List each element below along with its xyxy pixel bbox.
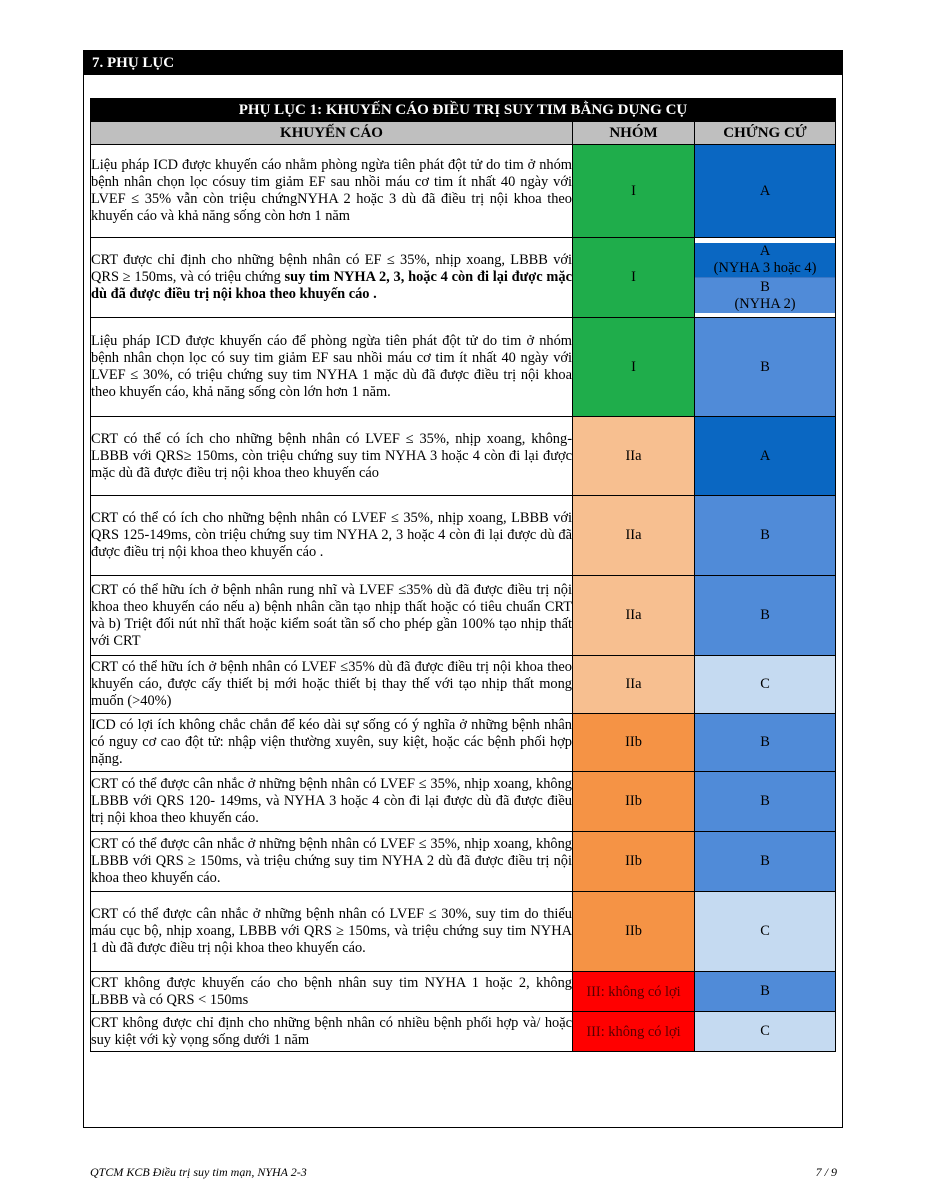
group-cell: IIb	[573, 772, 695, 832]
recommendation-text: CRT có thể được cân nhắc ở những bệnh nhân có LVEF ≤ 35%, nhịp xoang, không LBBB với QRS ≥ 150ms, và triệu chứng suy tim NYHA 2 dù đã được điều trị nội khoa theo khuyến cáo.	[91, 832, 573, 892]
group-cell: IIb	[573, 832, 695, 892]
evidence-b-block	[695, 277, 835, 313]
table-title: PHỤ LỤC 1: KHUYẾN CÁO ĐIỀU TRỊ SUY TIM BẰNG DỤNG CỤ	[91, 99, 836, 122]
evidence-cell: B	[695, 318, 836, 417]
table-row	[91, 972, 836, 1012]
group-cell: IIa	[573, 417, 695, 496]
group-cell: IIa	[573, 656, 695, 714]
evidence-a-value: A	[759, 242, 771, 259]
evidence-a-block	[695, 243, 835, 277]
table-row	[91, 318, 836, 417]
column-header-group: NHÓM	[573, 122, 695, 145]
recommendation-text: CRT có thể có ích cho những bệnh nhân có LVEF ≤ 35%, nhịp xoang, không- LBBB với QRS≥ 150ms, còn triệu chứng suy tim NYHA 3 hoặc 4 còn đi lại được mặc dù đã được điều trị nội khoa theo khuyến cáo	[91, 417, 573, 496]
evidence-a-note: (NYHA 3 hoặc 4)	[713, 259, 817, 276]
table-row	[91, 145, 836, 238]
evidence-cell: B	[695, 496, 836, 576]
recommendation-text: CRT có thể hữu ích ở bệnh nhân có LVEF ≤35% dù đã được điều trị nội khoa theo khuyến cáo, được cấy thiết bị mới hoặc thiết bị thay thế với tạo nhịp thất mong muốn (>40%)	[91, 656, 573, 714]
page-frame	[83, 50, 843, 1128]
recommendation-text: CRT có thể hữu ích ở bệnh nhân rung nhĩ và LVEF ≤35% dù đã được điều trị nội khoa theo khuyến cáo nếu a) bệnh nhân cần tạo nhịp thất hoặc có tiêu chuẩn CRT và b) Triệt đối nút nhĩ thất hoặc kiểm soát tần số cho phép gần 100% tạo nhịp thất với CRT	[91, 576, 573, 656]
evidence-b-value: B	[760, 278, 770, 295]
footer-page-number: 7 / 9	[815, 1165, 837, 1179]
section-title: 7. PHỤ LỤC	[84, 51, 842, 75]
table-row	[91, 892, 836, 972]
recommendation-text	[91, 238, 573, 318]
recommendations-table	[90, 98, 836, 1052]
group-cell: III: không có lợi	[573, 972, 695, 1012]
recommendation-text-plain: CRT được chỉ định cho những bệnh nhân có EF ≤ 35%, nhịp xoang, LBBB với QRS ≥ 150ms, và có triệu chứng	[91, 252, 572, 285]
evidence-cell: A	[695, 417, 836, 496]
table-row	[91, 656, 836, 714]
evidence-b-note: (NYHA 2)	[734, 295, 796, 312]
recommendation-text: CRT không được khuyến cáo cho bệnh nhân suy tim NYHA 1 hoặc 2, không LBBB và có QRS < 150ms	[91, 972, 573, 1012]
footer-document-title: QTCM KCB Điều trị suy tim mạn, NYHA 2-3	[90, 1165, 307, 1179]
recommendation-text: Liệu pháp ICD được khuyến cáo để phòng ngừa tiên phát đột tử do tim ở nhóm bệnh nhân chọn lọc có suy tim giảm EF sau nhồi máu cơ tim ít nhất 40 ngày với LVEF ≤ 30%, có triệu chứng suy tim NYHA 1 mặc dù đã được điều trị nội khoa theo khuyến cáo, khả năng sống còn lớn hơn 1 năm.	[91, 318, 573, 417]
evidence-cell: C	[695, 1012, 836, 1052]
column-header-evidence: CHỨNG CỨ	[695, 122, 836, 145]
evidence-cell: A	[695, 145, 836, 238]
table-row	[91, 238, 836, 318]
recommendation-text: CRT có thể được cân nhắc ở những bệnh nhân có LVEF ≤ 35%, nhịp xoang, không LBBB với QRS 120- 149ms, và NYHA 3 hoặc 4 còn đi lại được dù đã được điều trị nội khoa theo khuyến cáo.	[91, 772, 573, 832]
group-cell: I	[573, 238, 695, 318]
column-header-recommendation: KHUYẾN CÁO	[91, 122, 573, 145]
group-cell: IIb	[573, 892, 695, 972]
recommendation-text: CRT có thể có ích cho những bệnh nhân có LVEF ≤ 35%, nhịp xoang, LBBB với QRS 125-149ms, còn triệu chứng suy tim NYHA 2, 3 hoặc 4 còn đi lại được dù đã được điều trị nội khoa theo khuyến cáo .	[91, 496, 573, 576]
recommendation-text: Liệu pháp ICD được khuyến cáo nhằm phòng ngừa tiên phát đột tử do tim ở nhóm bệnh nhân chọn lọc cósuy tim giảm EF sau nhồi máu cơ tim ít nhất 40 ngày với LVEF ≤ 35% vẫn còn triệu chứngNYHA 2 hoặc 3 dù đã điều trị nội khoa theo khuyến cáo và khả năng sống còn hơn 1 năm	[91, 145, 573, 238]
group-cell: I	[573, 318, 695, 417]
evidence-cell: B	[695, 576, 836, 656]
group-cell: IIb	[573, 714, 695, 772]
table-row	[91, 772, 836, 832]
recommendation-text: CRT không được chỉ định cho những bệnh nhân có nhiều bệnh phối hợp và/ hoặc suy kiệt với kỳ vọng sống dưới 1 năm	[91, 1012, 573, 1052]
recommendation-text: ICD có lợi ích không chắc chắn để kéo dài sự sống có ý nghĩa ở những bệnh nhân có nguy cơ cao đột tử: nhập viện thường xuyên, suy kiệt, hoặc các bệnh phối hợp nặng.	[91, 714, 573, 772]
evidence-cell-split	[695, 238, 836, 318]
evidence-cell: B	[695, 772, 836, 832]
evidence-cell: B	[695, 832, 836, 892]
table-row	[91, 714, 836, 772]
group-cell: I	[573, 145, 695, 238]
table-row	[91, 1012, 836, 1052]
group-cell: IIa	[573, 496, 695, 576]
table-row	[91, 576, 836, 656]
evidence-cell: C	[695, 656, 836, 714]
table-row	[91, 832, 836, 892]
evidence-cell: C	[695, 892, 836, 972]
group-cell: III: không có lợi	[573, 1012, 695, 1052]
group-cell: IIa	[573, 576, 695, 656]
table-row	[91, 496, 836, 576]
recommendation-text-bold: suy tim NYHA 2, 3, hoặc 4 còn đi lại được mặc dù đã được điều trị nội khoa theo khuyến cáo .	[91, 269, 572, 302]
evidence-cell: B	[695, 714, 836, 772]
table-row	[91, 417, 836, 496]
evidence-cell: B	[695, 972, 836, 1012]
recommendation-text: CRT có thể được cân nhắc ở những bệnh nhân có LVEF ≤ 30%, suy tim do thiếu máu cục bộ, nhịp xoang, LBBB với QRS ≥ 150ms, và triệu chứng suy tim NYHA 1 dù đã được điều trị nội khoa theo khuyến cáo.	[91, 892, 573, 972]
